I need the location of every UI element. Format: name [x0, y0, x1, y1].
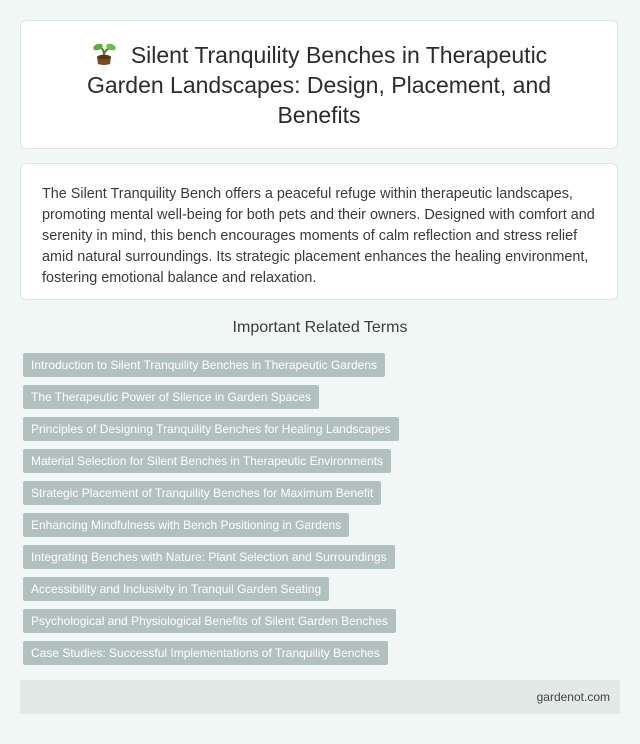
list-item: [23, 417, 618, 449]
related-term-tag[interactable]: Principles of Designing Tranquility Benches for Healing Landscapes: [23, 417, 399, 441]
related-term-tag[interactable]: Enhancing Mindfulness with Bench Positioning in Gardens: [23, 513, 349, 537]
list-item: [23, 449, 618, 481]
related-terms-list: [23, 353, 618, 673]
related-term-tag[interactable]: Strategic Placement of Tranquility Benches for Maximum Benefit: [23, 481, 381, 505]
description-card: [20, 163, 618, 300]
list-item: [23, 385, 618, 417]
list-item: [23, 513, 618, 545]
footer: [20, 680, 620, 714]
list-item: [23, 545, 618, 577]
title-card: [20, 20, 618, 149]
related-term-tag[interactable]: The Therapeutic Power of Silence in Garden Spaces: [23, 385, 319, 409]
related-term-tag[interactable]: Accessibility and Inclusivity in Tranquil Garden Seating: [23, 577, 329, 601]
related-term-tag[interactable]: Integrating Benches with Nature: Plant Selection and Surroundings: [23, 545, 395, 569]
list-item: [23, 577, 618, 609]
footer-site-link[interactable]: gardenot.com: [536, 690, 610, 704]
page-title: [61, 40, 577, 130]
related-term-tag[interactable]: Material Selection for Silent Benches in Therapeutic Environments: [23, 449, 391, 473]
sprout-icon: [91, 42, 117, 66]
related-terms-heading: Important Related Terms: [232, 319, 408, 336]
list-item: [23, 609, 618, 641]
list-item: [23, 481, 618, 513]
list-item: [23, 353, 618, 385]
description-text: The Silent Tranquility Bench offers a peaceful refuge within therapeutic landscapes, promoting mental well-being for both pets and their owners. Designed with comfort and serenity in mind, this bench encourages moments of calm reflection and stress relief amid natural surroundings. Its strategic placement enhances the healing environment, fostering emotional balance and relaxation.: [42, 186, 595, 286]
related-term-tag[interactable]: Psychological and Physiological Benefits of Silent Garden Benches: [23, 609, 396, 633]
list-item: [23, 641, 618, 673]
page-title-text: Silent Tranquility Benches in Therapeutic Garden Landscapes: Design, Placement, and Benefits: [86, 41, 552, 128]
related-term-tag[interactable]: Introduction to Silent Tranquility Benches in Therapeutic Gardens: [23, 353, 385, 377]
related-term-tag[interactable]: Case Studies: Successful Implementations of Tranquility Benches: [23, 641, 388, 665]
